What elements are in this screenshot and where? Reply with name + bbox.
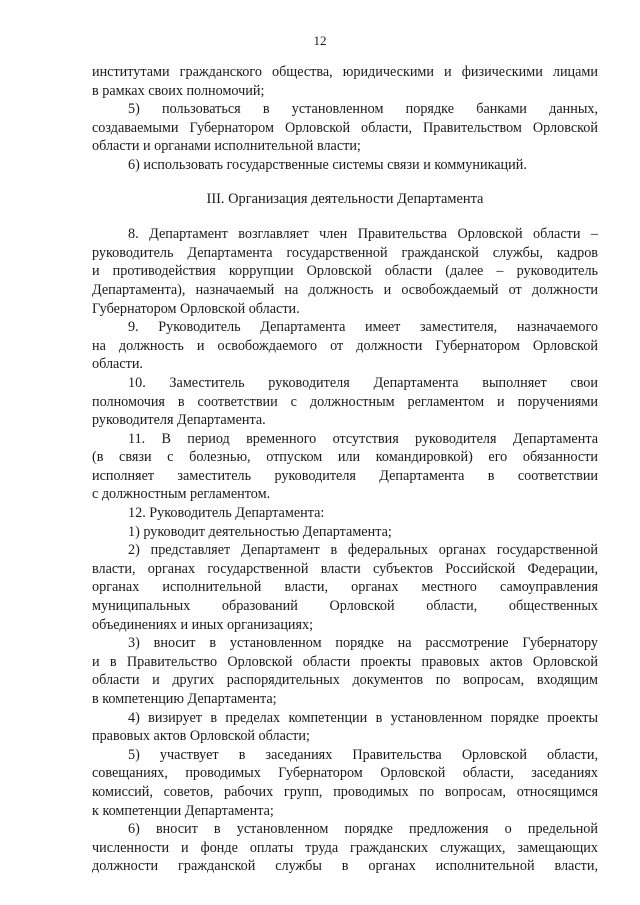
text-line: власти, органах государственной власти субъектов Российской Федерации, xyxy=(92,560,598,577)
text-line: к компетенции Департамента; xyxy=(92,802,274,819)
page-number: 12 xyxy=(313,33,327,48)
text-line: 8. Департамент возглавляет член Правительства Орловской области – xyxy=(128,226,598,243)
text-line: в компетенцию Департамента; xyxy=(92,691,277,707)
text-line: создаваемыми Губернатором Орловской области, Правительством Орловской xyxy=(92,119,598,136)
spacer xyxy=(92,175,598,190)
text-line: Губернатором Орловской области. xyxy=(92,300,300,317)
text-line: области. xyxy=(92,356,143,373)
section-heading: III. Организация деятельности Департамента xyxy=(206,190,484,207)
text-line: Департамента), назначаемый на должность и освобождаемый от должности xyxy=(92,281,598,298)
text-line: объединениях и иных организациях; xyxy=(92,616,314,633)
text-line: в рамках своих полномочий; xyxy=(92,82,265,99)
text-line: руководителя Департамента. xyxy=(92,412,266,429)
paragraph-block-continuation xyxy=(92,63,598,175)
text-line: области и органами исполнительной власти; xyxy=(92,138,361,155)
text-line: 5) участвует в заседаниях Правительства Орловской области, xyxy=(128,746,598,763)
text-line: 10. Заместитель руководителя Департамента выполняет свои xyxy=(128,374,598,391)
text-line: руководитель Департамента государственной гражданской службы, кадров xyxy=(92,244,598,261)
text-line: 11. В период временного отсутствия руководителя Департамента xyxy=(128,430,598,447)
text-line: с должностным регламентом. xyxy=(92,486,271,503)
text-line: (в связи с болезнью, отпуском или командировкой) его обязанности xyxy=(92,449,598,466)
text-line: и в Правительство Орловской области проекты правовых актов Орловской xyxy=(92,653,598,670)
text-line: исполняет заместитель руководителя Департамента в соответствии xyxy=(92,467,598,484)
spacer xyxy=(92,208,598,225)
text-line: 9. Руководитель Департамента имеет заместителя, назначаемого xyxy=(128,319,598,336)
text-line: области и других распорядительных документов по вопросам, входящим xyxy=(92,672,598,689)
text-line: комиссий, советов, рабочих групп, проводимых по вопросам, относящимся xyxy=(92,783,598,800)
text-line: полномочия в соответствии с должностным регламентом и поручениями xyxy=(92,393,598,410)
text-line: 5) пользоваться в установленном порядке банками данных, xyxy=(128,101,598,118)
text-line: на должность и освобождаемого от должности Губернатором Орловской xyxy=(92,337,598,354)
text-line: 6) вносит в установленном порядке предложения о предельной xyxy=(128,821,598,838)
paragraph-block-organization xyxy=(92,225,598,876)
text-line: совещаниях, проводимых Губернатором Орловской области, заседаниях xyxy=(92,765,598,782)
text-line: правовых актов Орловской области; xyxy=(92,728,310,745)
text-line: 12. Руководитель Департамента: xyxy=(128,505,325,522)
text-line: институтами гражданского общества, юридическими и физическими лицами xyxy=(92,64,598,80)
text-line: 6) использовать государственные системы связи и коммуникаций. xyxy=(128,156,527,173)
text-line: муниципальных образований Орловской области, общественных xyxy=(92,598,598,615)
text-line: и противодействия коррупции Орловской области (далее – руководитель xyxy=(92,263,598,280)
body-text xyxy=(92,63,598,876)
text-line: 4) визирует в пределах компетенции в установленном порядке проекты xyxy=(128,709,598,726)
text-line: 3) вносит в установленном порядке на рассмотрение Губернатору xyxy=(128,635,598,652)
text-line: численности и фонде оплаты труда гражданских служащих, замещающих xyxy=(92,839,598,856)
text-line: органах исполнительной власти, органах местного самоуправления xyxy=(92,579,598,596)
text-line: 1) руководит деятельностью Департамента; xyxy=(128,523,392,540)
text-line: должности гражданской службы в органах исполнительной власти, xyxy=(92,858,598,875)
text-line: 2) представляет Департамент в федеральных органах государственной xyxy=(128,542,598,559)
